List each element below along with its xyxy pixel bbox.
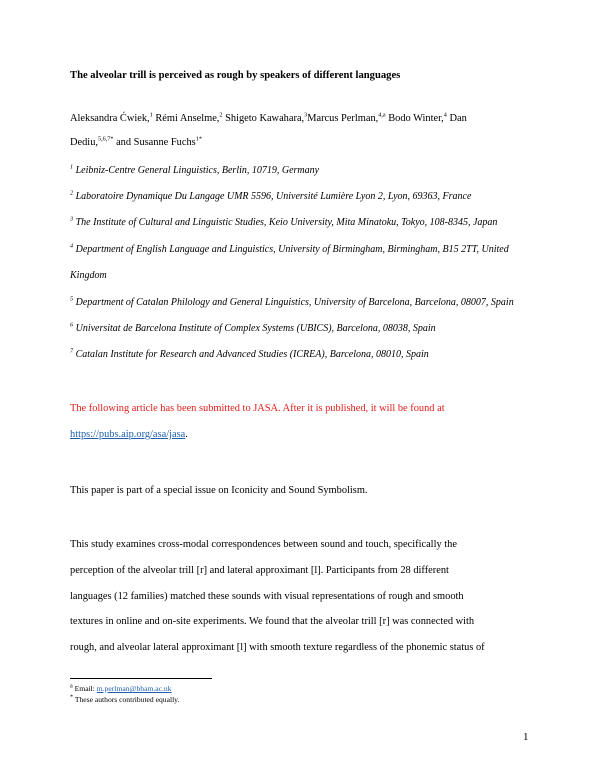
footnote-text: Email:	[72, 684, 97, 693]
author-affil: 3	[304, 111, 308, 119]
affiliation-text: Department of English Language and Linguistics, University of Birmingham, Birmingham, B15 2TT, United	[75, 244, 509, 255]
affiliation-3	[70, 216, 497, 230]
affiliation-7	[70, 348, 429, 362]
abstract-line: This study examines cross-modal correspondences between sound and touch, specifically the	[70, 539, 457, 550]
journal-link-line	[70, 428, 188, 442]
affiliation-number: 2	[70, 189, 74, 197]
affiliation-4-continued: Kingdom	[70, 270, 107, 281]
affiliation-text: Laboratoire Dynamique Du Langage UMR 5596, Université Lumière Lyon 2, Lyon, 69363, France	[75, 191, 472, 202]
email-link[interactable]: m.perlman@bham.ac.uk	[96, 684, 172, 693]
link-suffix: .	[185, 429, 188, 440]
affiliation-5	[70, 296, 514, 310]
affiliation-1	[70, 164, 319, 178]
affiliation-number: 6	[70, 321, 74, 329]
affiliation-number: 4	[70, 242, 74, 250]
author-affil: 1	[149, 111, 153, 119]
affiliation-text: Universitat de Barcelona Institute of Complex Systems (UBICS), Barcelona, 08038, Spain	[75, 323, 436, 334]
paper-title: The alveolar trill is perceived as rough by speakers of different languages	[70, 70, 401, 81]
author-affil: 2	[219, 111, 223, 119]
affiliation-text: Leibniz-Centre General Linguistics, Berlin, 10719, Germany	[75, 165, 320, 176]
submission-notice: The following article has been submitted to JASA. After it is published, it will be found at	[70, 403, 445, 414]
footnote-marker: a	[70, 682, 73, 690]
affiliation-number: 7	[70, 347, 74, 355]
author-name: Dan	[446, 113, 467, 124]
footnote-equal-contribution	[70, 695, 179, 705]
footnote-email	[70, 684, 171, 694]
affiliation-4	[70, 243, 509, 257]
author-affil: 1*	[195, 135, 202, 143]
author-line-2	[70, 136, 202, 150]
author-name: Shigeto Kawahara,	[222, 113, 305, 124]
affiliation-text: Department of Catalan Philology and General Linguistics, University of Barcelona, Barcelona, 08007, Spain	[75, 297, 514, 308]
author-name: Bodo Winter,	[385, 113, 444, 124]
affiliation-number: 3	[70, 215, 74, 223]
author-name: Aleksandra Ćwiek,	[70, 113, 150, 124]
author-name: Rémi Anselme,	[152, 113, 220, 124]
affiliation-number: 5	[70, 295, 74, 303]
author-affil: 5,6,7*	[98, 135, 114, 143]
footnote-rule	[70, 678, 212, 679]
author-name: and Susanne Fuchs	[113, 137, 196, 148]
affiliation-text: Catalan Institute for Research and Advanced Studies (ICREA), Barcelona, 08010, Spain	[75, 349, 429, 360]
affiliation-2	[70, 190, 471, 204]
abstract-line: rough, and alveolar lateral approximant [l] with smooth texture regardless of the phonemic status of	[70, 642, 485, 653]
author-affil: 4,a	[378, 111, 386, 119]
footnote-marker: *	[70, 693, 74, 701]
special-issue-note: This paper is part of a special issue on Iconicity and Sound Symbolism.	[70, 485, 368, 496]
footnote-text: These authors contributed equally.	[73, 695, 180, 704]
author-name: Dediu,	[70, 137, 98, 148]
abstract-line: perception of the alveolar trill [r] and lateral approximant [l]. Participants from 28 different	[70, 565, 449, 576]
author-affil: 4	[443, 111, 447, 119]
journal-link[interactable]: https://pubs.aip.org/asa/jasa	[70, 429, 186, 440]
affiliation-6	[70, 322, 436, 336]
author-name: Marcus Perlman,	[307, 113, 379, 124]
abstract-line: textures in online and on-site experiments. We found that the alveolar trill [r] was connected with	[70, 616, 475, 627]
affiliation-number: 1	[70, 163, 74, 171]
affiliation-text: The Institute of Cultural and Linguistic Studies, Keio University, Mita Minatoku, Tokyo, 108-8345, Japan	[75, 217, 498, 228]
abstract-line: languages (12 families) matched these sounds with visual representations of rough and smooth	[70, 591, 464, 602]
author-line-1	[70, 112, 467, 126]
page-number: 1	[523, 731, 529, 743]
